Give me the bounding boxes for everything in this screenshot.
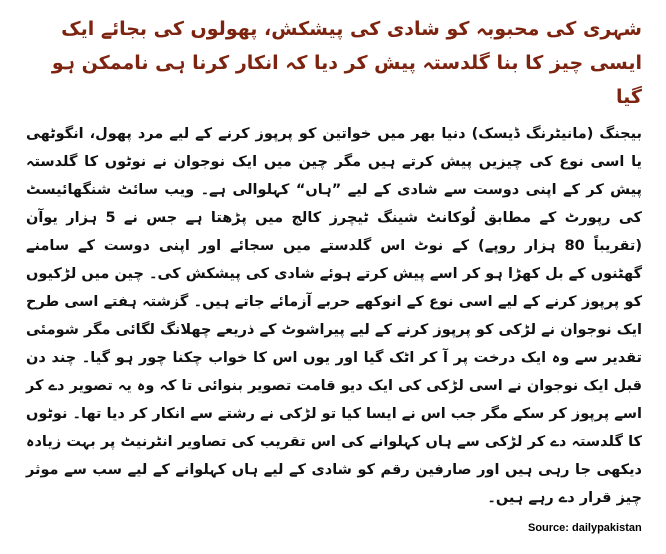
source-credit: Source: dailypakistan <box>528 522 642 534</box>
article-body: بیجنگ (مانیٹرنگ ڈیسک) دنیا بھر میں خواتین کو پرپوز کرنے کے لیے مرد پھول، انگوٹھی یا اسی نوع کی چیزیں پیش کرتے ہیں مگر چین میں ایک نوجوان نے نوٹوں کا گلدستہ پیش کر کے اپنی دوست سے شادی کے لیے ”ہاں“ کہلوالی ہے۔ ویب سائٹ شنگھائیسٹ کی رپورٹ کے مطابق لُوکانٹ شینگ ٹیچرز کالج میں پڑھتا ہے جس نے 5 ہزار یوآن (تقریباً 80 ہزار روپے) کے نوٹ اس گلدستے میں سجائے اور اپنی دوست کے سامنے گھٹنوں کے بل کھڑا ہو کر اسے پیش کرتے ہوئے شادی کی پیشکش کی۔ چین میں لڑکیوں کو پرپوز کرنے کے لیے اسی نوع کے انوکھے حربے آزمائے جاتے ہیں۔ گزشتہ ہفتے اسی طرح ایک نوجوان نے لڑکی کو پرپوز کرنے کے لیے پیراشوٹ کے ذریعے چھلانگ لگائی مگر شومئی تقدیر سے وہ ایک درخت پر آ کر اٹک گیا اور یوں اس کا خواب چکنا چور ہو گیا۔ چند دن قبل ایک نوجوان نے اسی لڑکی کی ایک دیو قامت تصویر بنوائی تا کہ وہ یہ تصویر دے کر اسے پرپوز کر سکے مگر جب اس نے ایسا کیا تو لڑکی نے رشتے سے انکار کر دیا تھا۔ نوٹوں کا گلدستہ دے کر لڑکی سے ہاں کہلوانے کی اس تقریب کی تصاویر انٹرنیٹ پر بہت زیادہ دیکھی جا رہی ہیں اور صارفین رقم کو شادی کے لیے ہاں کہلوانے کے لیے سب سے موثر چیز قرار دے رہے ہیں۔ <box>26 126 643 506</box>
article-headline: شہری کی محبوبہ کو شادی کی پیشکش، پھولوں کی بجائے ایک ایسی چیز کا بنا گلدستہ پیش کر دیا کہ انکار کرنا ہی ناممکن ہو گیا <box>51 18 642 108</box>
